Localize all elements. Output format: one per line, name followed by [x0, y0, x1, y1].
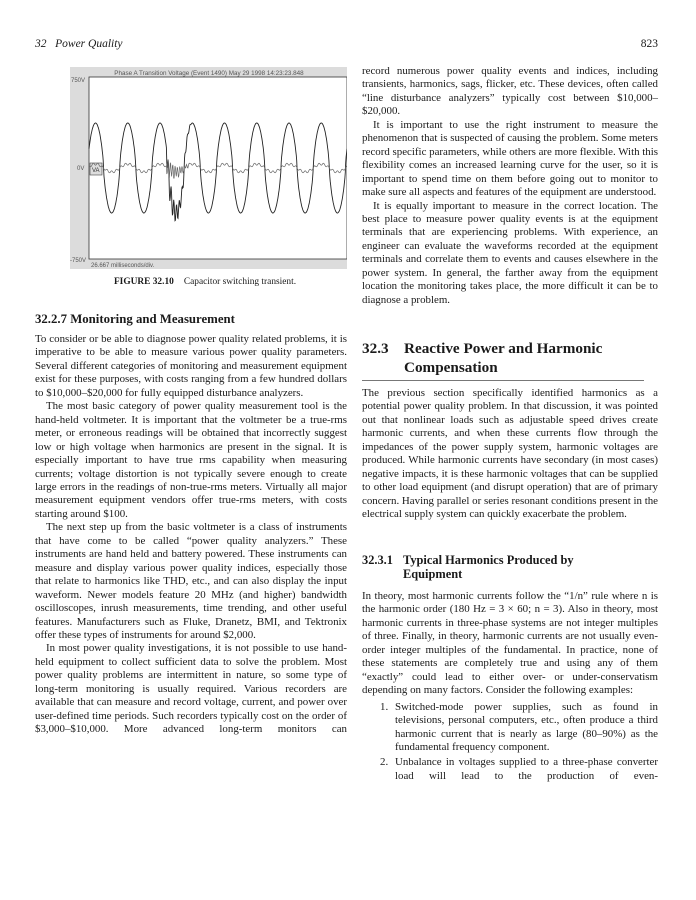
paragraph: The next step up from the basic voltmeter is a class of instruments that have come to be called “power quality analyzers.” These instruments are hand held and battery powered. These instruments can measure and display various power quality indices, especially those that relate to harmonics like THD, etc., and can also display the input waveform. Newer models feature 20 MHz (and higher) bandwidth oscilloscopes, inrush measurements, time trending, and other useful features. Manufacturers such as Fluke, Dranetz, BMI, and Tektronix offer these types of instruments for around $2,000.	[35, 521, 347, 641]
right-column-text	[362, 65, 658, 307]
subsection-number: 32.3.1	[362, 553, 393, 567]
subsection-heading-32-3-1	[362, 554, 658, 581]
paragraph: It is equally important to measure in the correct location. The best place to measure power quality events is at the equipment terminals that are experiencing problems. With experience, an engineer can evaluate the waveforms recorded at the equipment terminals and correlate them to events and causes elsewhere in the power system. In general, the farther away from the equipment location the monitoring takes place, the more difficult it can be to diagnose a problem.	[362, 199, 658, 306]
caption-text: Capacitor switching transient.	[183, 277, 297, 287]
list-number: 2.	[380, 756, 389, 769]
page-number: 823	[640, 38, 658, 50]
list-number: 1.	[380, 700, 389, 713]
section-number: 32.3	[362, 340, 389, 357]
subsection-title: Typical Harmonics Produced by Equipment	[403, 553, 574, 581]
paragraph: In theory, most harmonic currents follow the “1/n” rule where n is the harmonic order (180 Hz = 3 × 60; n = 3). Also in theory, most harmonic currents in three-phase systems are not integer multiples of three. Finally, in theory, harmonic currents are not usually even-order integer multiples of the fundamental. In practice, none of these statements are completely true and using any of them “exactly” could lead to either over- or under-conservatism depending on many factors. Consider the following examples:	[362, 590, 658, 697]
section-heading-32-3	[362, 339, 658, 377]
paragraph: It is important to use the right instrument to measure the phenomenon that is suspected of causing the problem. Some meters record specific parameters, while others are more flexible. With this flexibility comes an increased learning curve for the user, so it is important to spend time on them before going out to monitor to make sure all aspects and features of the equipment are understood.	[362, 118, 659, 199]
time-scale-label: 26.667 milliseconds/div.	[91, 263, 155, 269]
chapter-title: Power Quality	[55, 38, 123, 50]
list-item	[362, 701, 658, 755]
y-label-top: 750V	[71, 78, 86, 84]
examples-list	[362, 701, 658, 784]
plot-title: Phase A Transition Voltage (Event 1490) May 29 1998 14:23:23.848	[114, 70, 304, 77]
running-header	[35, 38, 123, 50]
plot-area	[89, 77, 347, 259]
paragraph: The previous section specifically identified harmonics as a potential power quality problem. In that discussion, it was pointed out that nonlinear loads such as adjustable speed drives create harmonic currents, and when these currents flow through the impedances of the power supply system, harmonic voltages are produced. While harmonic currents have secondary (in most cases) negative impacts, it is these harmonic voltages that can be supplied to other load equipment (and disrupt operation) that are of primary concern. Having parallel or series resonant conditions present in the electrical supply system can quickly exacerbate the problem.	[362, 387, 658, 521]
paragraph: In most power quality investigations, it is not possible to use hand-held equipment to collect sufficient data to solve the problem. Most power quality problems are intermittent in nature, so some type of long-term monitoring is usually required. Various recorders are available that can measure and record voltage, current, and power over user-defined time periods. Such recorders typically cost on the order of $3,000–$10,000. More advanced long-term monitors can	[35, 642, 347, 736]
waveform-plot	[70, 67, 347, 269]
paragraph: record numerous power quality events and indices, including transients, harmonics, sags, flicker, etc. These devices, often called “line disturbance analyzers” typically cost between $10,000–$20,000.	[362, 65, 658, 118]
y-label-mid: 0V	[77, 166, 85, 172]
list-item	[362, 756, 658, 783]
section-paragraph	[362, 387, 658, 522]
figure-waveform	[70, 67, 347, 269]
chapter-number: 32	[35, 38, 47, 50]
channel-label: VA	[92, 168, 100, 174]
caption-number: FIGURE 32.10	[113, 277, 174, 287]
subsection-text	[362, 590, 658, 783]
paragraph: To consider or be able to diagnose power quality related problems, it is imperative to be able to measure various power quality parameters. Several different categories of monitoring and measurement equipment exist for these purposes, with costs ranging from a few hundred dollars to $10,000–$20,000 for fully equipped disturbance analyzers.	[35, 333, 347, 399]
paragraph: The most basic category of power quality measurement tool is the hand-held voltmeter. It is important that the voltmeter be a true-rms meter, or erroneous readings will be obtained that incorrectly suggest low or high voltage when harmonics are present in the signal. It is especially important to have true rms capability when measuring currents; voltage distortion is not typically severe enough to create large errors in the readings of non-true-rms meters. Virtually all major measurement equipment vendors offer true-rms meters, with costs starting around $100.	[35, 400, 347, 520]
y-label-bottom: -750V	[70, 258, 87, 264]
left-column-text	[35, 333, 347, 737]
list-text: Unbalance in voltages supplied to a three-phase converter load will lead to the production of even-	[395, 756, 658, 782]
section-heading-32-2-7: 32.2.7 Monitoring and Measurement	[35, 312, 235, 326]
figure-caption	[0, 277, 410, 287]
section-title: Reactive Power and Harmonic Compensation	[404, 340, 603, 376]
section-rule	[362, 380, 644, 381]
list-text: Switched-mode power supplies, such as found in televisions, personal computers, etc., often produce a third harmonic current that is nearly as large (80–90%) as the fundamental frequency component.	[395, 700, 658, 753]
